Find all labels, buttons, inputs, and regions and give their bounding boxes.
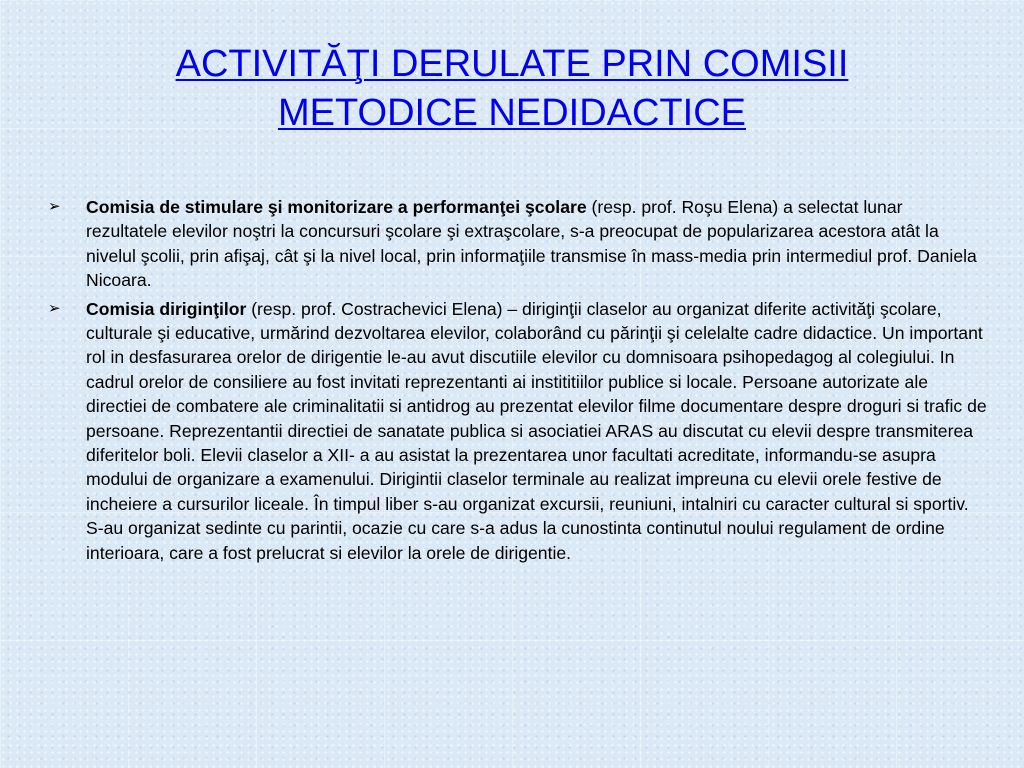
list-item-text <box>86 297 988 565</box>
list-item <box>48 195 988 293</box>
list-item-lead: Comisia de stimulare şi monitorizare a performanţei şcolare <box>86 197 587 217</box>
arrow-bullet-icon: ➢ <box>48 299 61 317</box>
slide-title <box>60 40 964 138</box>
slide-title-line1: ACTIVITĂŢI DERULATE PRIN COMISII <box>175 43 849 85</box>
list-item-body: (resp. prof. Roşu Elena) a selectat lunar rezultatele elevilor noştri la concursuri şcolare şi extraşcolare, s-a preocupat de popularizarea acestora atât la nivelul şcolii, prin afişaj, cât şi la nivel local, prin informaţiile transmise în mass-media prin intermediul prof. Daniela Nicoara. <box>86 197 977 291</box>
list-item-lead: Comisia diriginţilor <box>86 298 247 319</box>
bullet-list <box>48 195 988 569</box>
list-item <box>48 297 988 565</box>
arrow-bullet-icon: ➢ <box>48 198 61 215</box>
slide-title-line2: METODICE NEDIDACTICE <box>277 92 746 134</box>
list-item-body: (resp. prof. Costrachevici Elena) – diriginţii claselor au organizat diferite activităţi şcolare, culturale şi educative, urmărind dezvoltarea elevilor, colaborând cu părinţii şi celelalte cadre didactice. Un important rol in desfasurarea orelor de dirigentie le-au avut discutiile elevilor cu domnisoara psihopedagog al colegiului. In cadrul orelor de consiliere au fost invitati reprezentanti ai instititiilor publice si locale. Persoane autorizate ale directiei de combatere ale criminalitatii si antidrog au prezentat elevilor filme documentare despre droguri si trafic de persoane. Reprezentantii directiei de sanatate publica si asociatiei ARAS au discutat cu elevii despre transmiterea diferitelor boli. Elevii claselor a XII- a au asistat la prezentarea unor facultati acreditate, informandu-se asupra modului de organizare a examenului. Dirigintii claselor terminale au realizat impreuna cu elevii orele festive de incheiere a cursurilor liceale. În timpul liber s-au organizat excursii, reuniuni, intalniri cu caracter cultural si sportiv. S-au organizat sedinte cu parintii, ocazie cu care s-a adus la cunostinta continutul noului regulament de ordine interioara, care a fost prelucrat si elevilor la orele de dirigentie. <box>86 298 987 563</box>
list-item-text <box>86 195 988 293</box>
